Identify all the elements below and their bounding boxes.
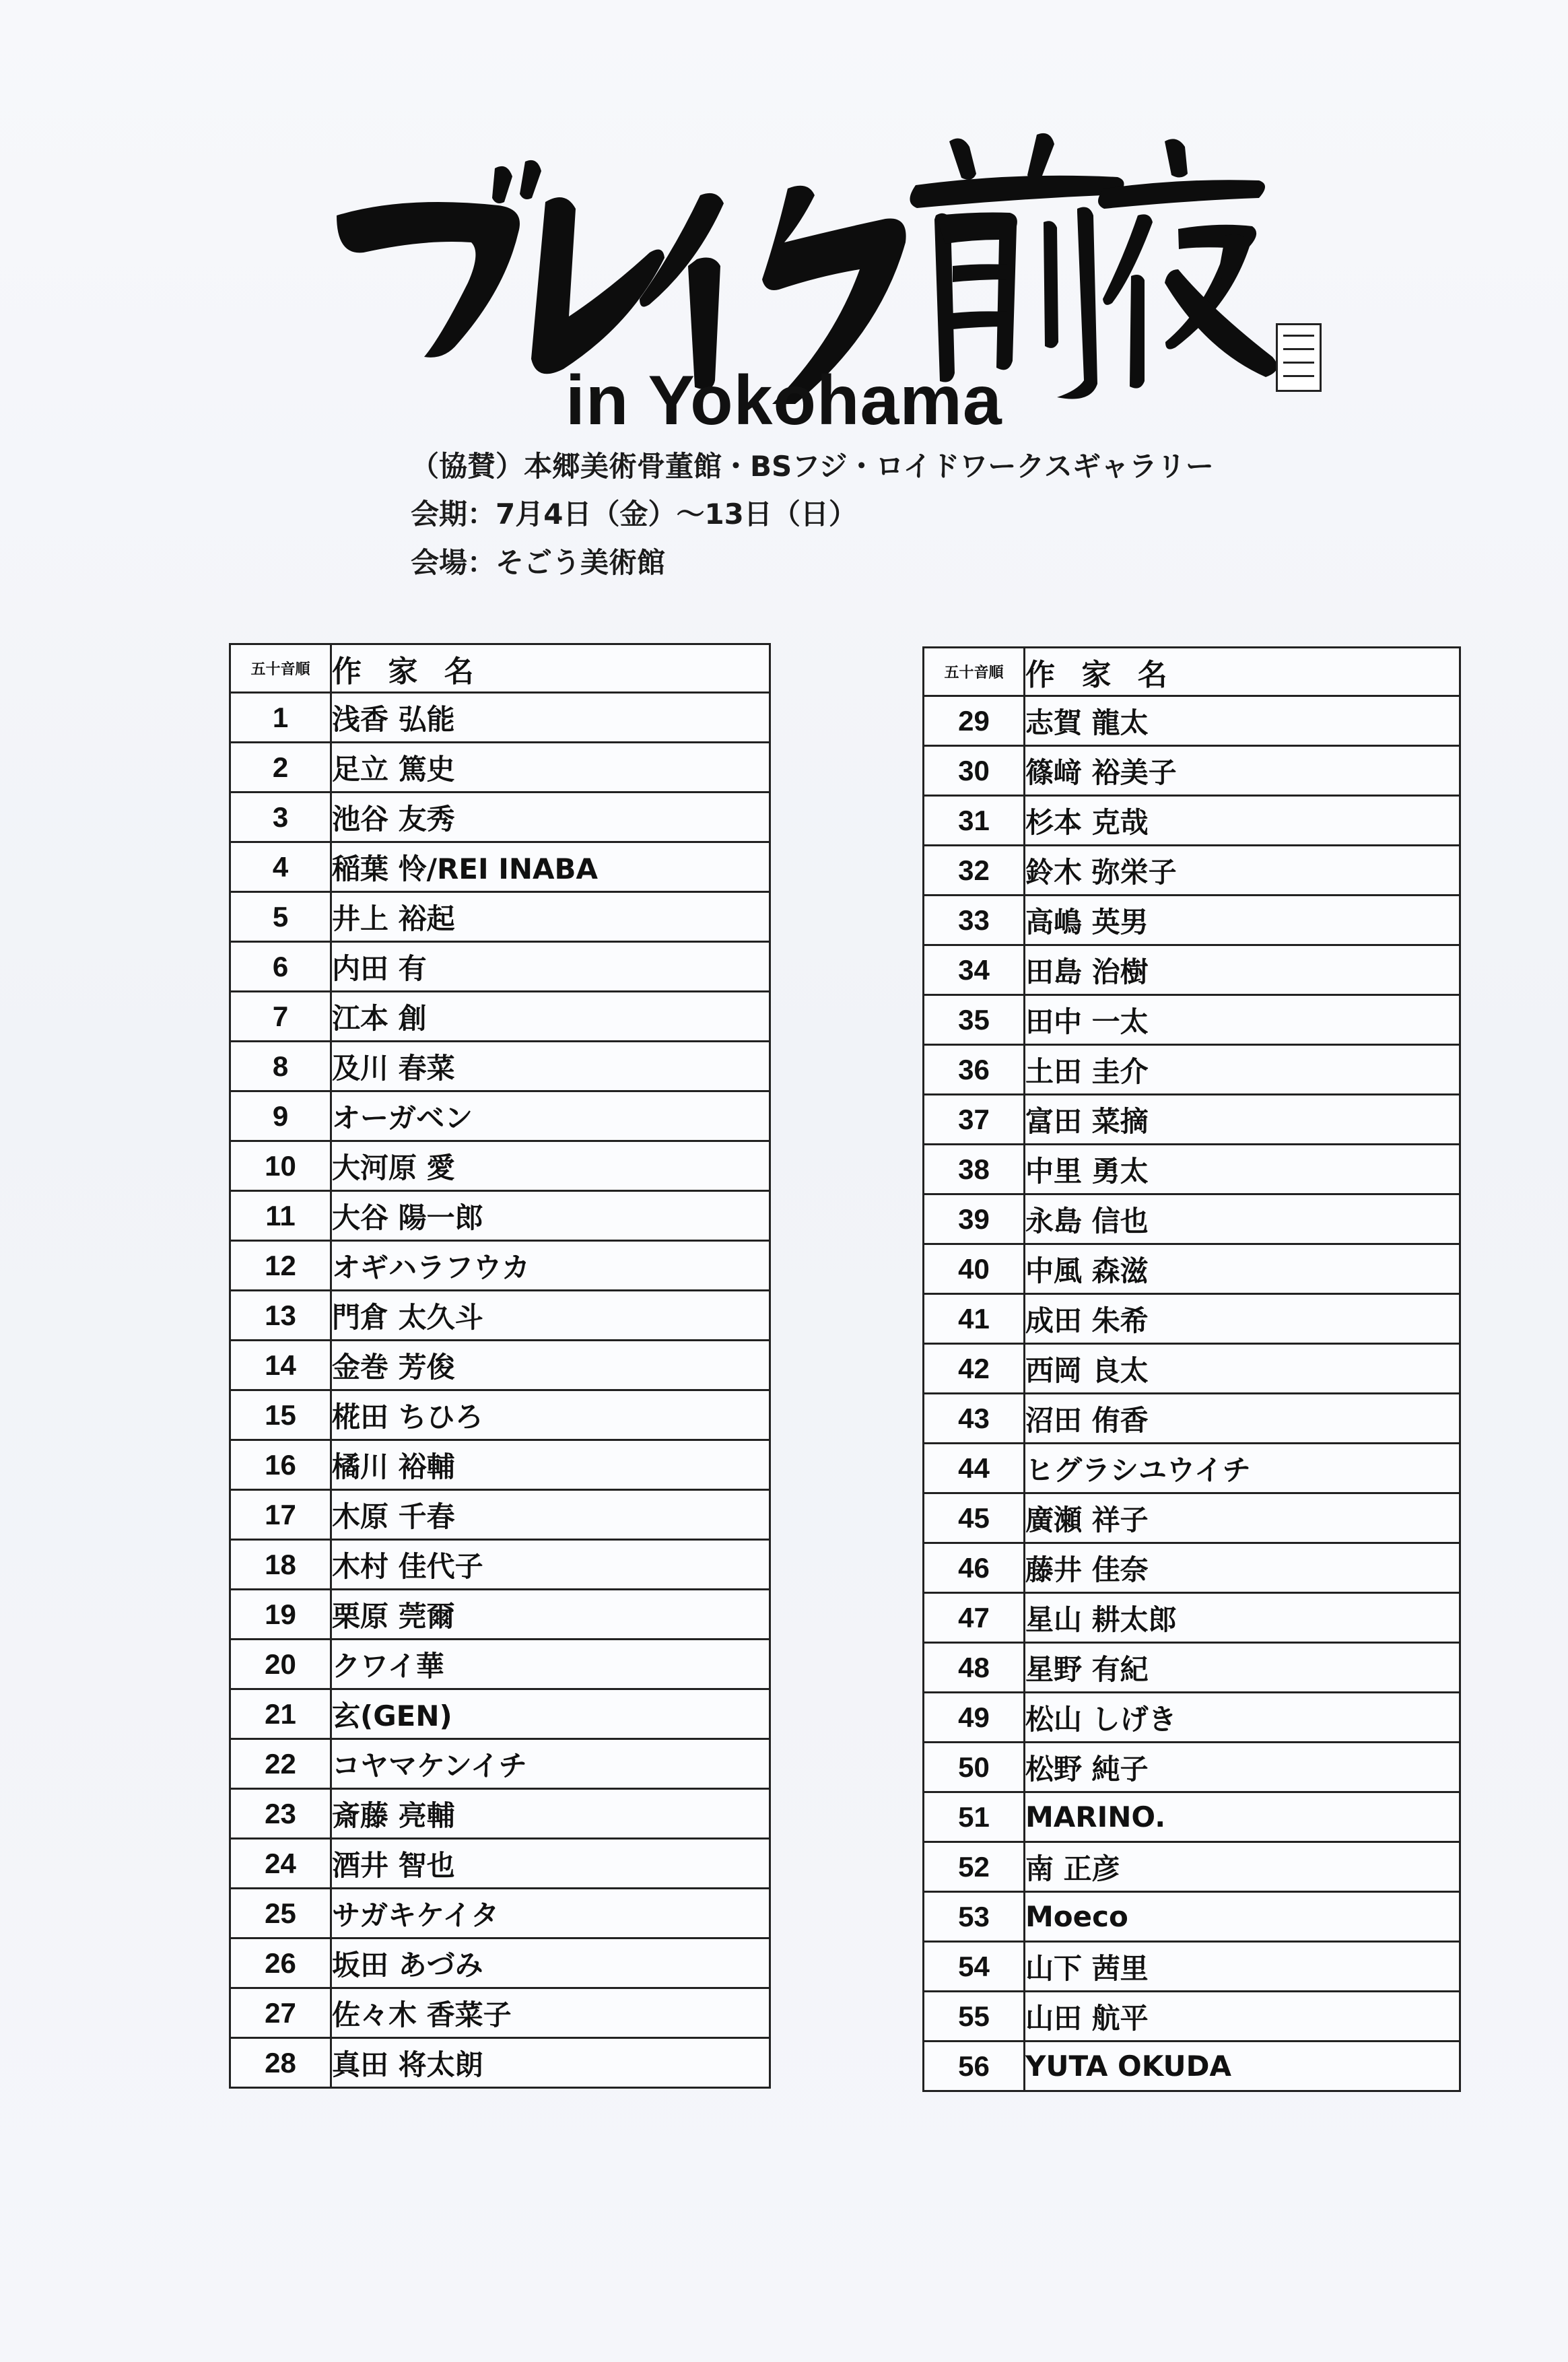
artist-order-number: 36: [924, 1045, 1025, 1095]
artist-order-number: 14: [230, 1341, 331, 1390]
artist-name: 栗原 莞爾: [331, 1590, 770, 1640]
artist-order-number: 46: [924, 1543, 1025, 1593]
artist-order-number: 18: [230, 1540, 331, 1590]
artist-name: 椛田 ちひろ: [331, 1390, 770, 1440]
artist-order-number: 9: [230, 1091, 331, 1141]
artist-name: 山下 茜里: [1025, 1942, 1460, 1992]
artist-order-number: 12: [230, 1241, 331, 1291]
table-row: [924, 1992, 1460, 2042]
artist-name: 篠﨑 裕美子: [1025, 746, 1460, 796]
table-row: [230, 842, 770, 892]
table-row: [230, 2038, 770, 2088]
artist-name: 中風 森滋: [1025, 1244, 1460, 1294]
table-row: [924, 1892, 1460, 1942]
artist-order-number: 27: [230, 1988, 331, 2038]
artist-name: 門倉 太久斗: [331, 1291, 770, 1341]
artist-name: ヒグラシユウイチ: [1025, 1444, 1460, 1493]
table-row: [924, 746, 1460, 796]
table-row: [924, 1842, 1460, 1892]
artist-name: 田島 治樹: [1025, 945, 1460, 995]
artist-name: 西岡 良太: [1025, 1344, 1460, 1394]
artist-name: 高嶋 英男: [1025, 896, 1460, 945]
table-row: [924, 1743, 1460, 1792]
artist-order-number: 33: [924, 896, 1025, 945]
artist-order-number: 35: [924, 995, 1025, 1045]
table-row: [924, 1643, 1460, 1693]
table-row: [924, 1344, 1460, 1394]
artist-name: 大谷 陽一郎: [331, 1191, 770, 1241]
artist-order-number: 10: [230, 1141, 331, 1191]
artist-name: 浅香 弘能: [331, 693, 770, 743]
table-row: [230, 1988, 770, 2038]
artist-table-left: [229, 643, 771, 2089]
artist-name: 池谷 友秀: [331, 792, 770, 842]
table-row: [230, 1540, 770, 1590]
artist-order-number: 2: [230, 743, 331, 792]
artist-name: 坂田 あづみ: [331, 1938, 770, 1988]
artist-order-number: 54: [924, 1942, 1025, 1992]
artist-name: 星山 耕太郎: [1025, 1593, 1460, 1643]
table-row: [924, 1394, 1460, 1444]
artist-name: 玄(GEN): [331, 1689, 770, 1739]
table-row: [924, 2042, 1460, 2091]
header-artist-name: 作 家 名: [1025, 648, 1460, 696]
sponsor-line: （協賛）本郷美術骨董館・BSフジ・ロイドワークスギャラリー: [411, 450, 1214, 483]
artist-name: 松山 しげき: [1025, 1693, 1460, 1743]
artist-order-number: 47: [924, 1593, 1025, 1643]
table-row: [230, 1291, 770, 1341]
artist-seal-stamp: [1276, 323, 1322, 392]
artist-name: 橘川 裕輔: [331, 1440, 770, 1490]
table-row: [230, 1241, 770, 1291]
artist-name: 内田 有: [331, 942, 770, 992]
artist-name: 及川 春菜: [331, 1042, 770, 1091]
table-row: [230, 892, 770, 942]
table-row: [230, 992, 770, 1042]
artist-order-number: 37: [924, 1095, 1025, 1145]
artist-order-number: 4: [230, 842, 331, 892]
table-row: [924, 1693, 1460, 1743]
artist-name: 星野 有紀: [1025, 1643, 1460, 1693]
table-row: [924, 696, 1460, 746]
artist-order-number: 30: [924, 746, 1025, 796]
table-row: [924, 1095, 1460, 1145]
artist-order-number: 45: [924, 1493, 1025, 1543]
artist-name: 田中 一太: [1025, 995, 1460, 1045]
artist-order-number: 42: [924, 1344, 1025, 1394]
table-row: [230, 1091, 770, 1141]
artist-order-number: 31: [924, 796, 1025, 846]
subtitle: in Yokohama: [566, 362, 1002, 440]
artist-name: 佐々木 香菜子: [331, 1988, 770, 2038]
artist-name: 斎藤 亮輔: [331, 1789, 770, 1839]
artist-name: 沼田 侑香: [1025, 1394, 1460, 1444]
table-header-row: [230, 644, 770, 693]
artist-order-number: 55: [924, 1992, 1025, 2042]
artist-order-number: 40: [924, 1244, 1025, 1294]
table-row: [230, 1191, 770, 1241]
table-row: [230, 1938, 770, 1988]
artist-name: 山田 航平: [1025, 1992, 1460, 2042]
artist-name: 井上 裕起: [331, 892, 770, 942]
artist-order-number: 25: [230, 1889, 331, 1938]
table-row: [230, 942, 770, 992]
artist-order-number: 50: [924, 1743, 1025, 1792]
artist-order-number: 51: [924, 1792, 1025, 1842]
artist-table-right: [922, 646, 1461, 2092]
table-row: [230, 1739, 770, 1789]
artist-order-number: 21: [230, 1689, 331, 1739]
artist-order-number: 20: [230, 1640, 331, 1689]
artist-name: 成田 朱希: [1025, 1294, 1460, 1344]
table-row: [230, 1141, 770, 1191]
artist-name: 酒井 智也: [331, 1839, 770, 1889]
artist-name: 土田 圭介: [1025, 1045, 1460, 1095]
artist-order-number: 53: [924, 1892, 1025, 1942]
artist-order-number: 39: [924, 1194, 1025, 1244]
artist-name: 志賀 龍太: [1025, 696, 1460, 746]
artist-order-number: 8: [230, 1042, 331, 1091]
artist-order-number: 56: [924, 2042, 1025, 2091]
artist-order-number: 44: [924, 1444, 1025, 1493]
exhibition-venue: 会場：そごう美術館: [411, 546, 666, 579]
header-order: 五十音順: [924, 648, 1025, 696]
table-row: [230, 1590, 770, 1640]
artist-name: 真田 将太朗: [331, 2038, 770, 2088]
table-row: [924, 995, 1460, 1045]
artist-order-number: 23: [230, 1789, 331, 1839]
table-row: [230, 1640, 770, 1689]
artist-order-number: 34: [924, 945, 1025, 995]
table-row: [924, 796, 1460, 846]
artist-name: 松野 純子: [1025, 1743, 1460, 1792]
table-row: [230, 1042, 770, 1091]
artist-order-number: 5: [230, 892, 331, 942]
table-row: [230, 1490, 770, 1540]
table-row: [924, 945, 1460, 995]
table-row: [230, 1689, 770, 1739]
table-row: [924, 846, 1460, 896]
table-row: [924, 1244, 1460, 1294]
artist-name: オーガベン: [331, 1091, 770, 1141]
artist-name: YUTA OKUDA: [1025, 2042, 1460, 2091]
artist-name: 木原 千春: [331, 1490, 770, 1540]
header-artist-name: 作 家 名: [331, 644, 770, 693]
table-row: [230, 1839, 770, 1889]
artist-name: 杉本 克哉: [1025, 796, 1460, 846]
table-row: [924, 1543, 1460, 1593]
table-row: [924, 1194, 1460, 1244]
artist-name: オギハラフウカ: [331, 1241, 770, 1291]
table-header-row: [924, 648, 1460, 696]
artist-name: 木村 佳代子: [331, 1540, 770, 1590]
table-row: [924, 1294, 1460, 1344]
artist-order-number: 3: [230, 792, 331, 842]
artist-name: 大河原 愛: [331, 1141, 770, 1191]
artist-order-number: 48: [924, 1643, 1025, 1693]
artist-order-number: 49: [924, 1693, 1025, 1743]
artist-name: 稲葉 怜/REI INABA: [331, 842, 770, 892]
artist-order-number: 13: [230, 1291, 331, 1341]
artist-name: 中里 勇太: [1025, 1145, 1460, 1194]
artist-order-number: 43: [924, 1394, 1025, 1444]
artist-name: 藤井 佳奈: [1025, 1543, 1460, 1593]
artist-name: コヤマケンイチ: [331, 1739, 770, 1789]
artist-order-number: 1: [230, 693, 331, 743]
artist-name: 永島 信也: [1025, 1194, 1460, 1244]
artist-name: クワイ華: [331, 1640, 770, 1689]
artist-name: 金巻 芳俊: [331, 1341, 770, 1390]
artist-order-number: 32: [924, 846, 1025, 896]
table-row: [230, 1440, 770, 1490]
artist-name: 足立 篤史: [331, 743, 770, 792]
artist-order-number: 38: [924, 1145, 1025, 1194]
table-row: [230, 792, 770, 842]
artist-order-number: 52: [924, 1842, 1025, 1892]
table-row: [924, 1145, 1460, 1194]
artist-name: MARINO.: [1025, 1792, 1460, 1842]
table-row: [230, 1889, 770, 1938]
artist-order-number: 24: [230, 1839, 331, 1889]
table-row: [230, 1341, 770, 1390]
table-row: [924, 1593, 1460, 1643]
artist-order-number: 41: [924, 1294, 1025, 1344]
table-row: [230, 1789, 770, 1839]
table-row: [924, 1942, 1460, 1992]
table-row: [924, 896, 1460, 945]
artist-order-number: 16: [230, 1440, 331, 1490]
artist-order-number: 7: [230, 992, 331, 1042]
artist-order-number: 17: [230, 1490, 331, 1540]
artist-name: 富田 菜摘: [1025, 1095, 1460, 1145]
table-row: [230, 1390, 770, 1440]
artist-order-number: 22: [230, 1739, 331, 1789]
exhibition-period: 会期：7月4日（金）〜13日（日）: [411, 498, 857, 531]
artist-order-number: 19: [230, 1590, 331, 1640]
artist-order-number: 29: [924, 696, 1025, 746]
table-row: [230, 743, 770, 792]
artist-order-number: 15: [230, 1390, 331, 1440]
table-row: [924, 1493, 1460, 1543]
table-row: [924, 1045, 1460, 1095]
table-row: [230, 693, 770, 743]
header-order: 五十音順: [230, 644, 331, 693]
artist-order-number: 11: [230, 1191, 331, 1241]
artist-name: サガキケイタ: [331, 1889, 770, 1938]
artist-name: 南 正彦: [1025, 1842, 1460, 1892]
artist-name: 鈴木 弥栄子: [1025, 846, 1460, 896]
artist-order-number: 6: [230, 942, 331, 992]
artist-order-number: 26: [230, 1938, 331, 1988]
table-row: [924, 1792, 1460, 1842]
artist-name: Moeco: [1025, 1892, 1460, 1942]
table-row: [924, 1444, 1460, 1493]
artist-order-number: 28: [230, 2038, 331, 2088]
artist-name: 江本 創: [331, 992, 770, 1042]
artist-name: 廣瀬 祥子: [1025, 1493, 1460, 1543]
